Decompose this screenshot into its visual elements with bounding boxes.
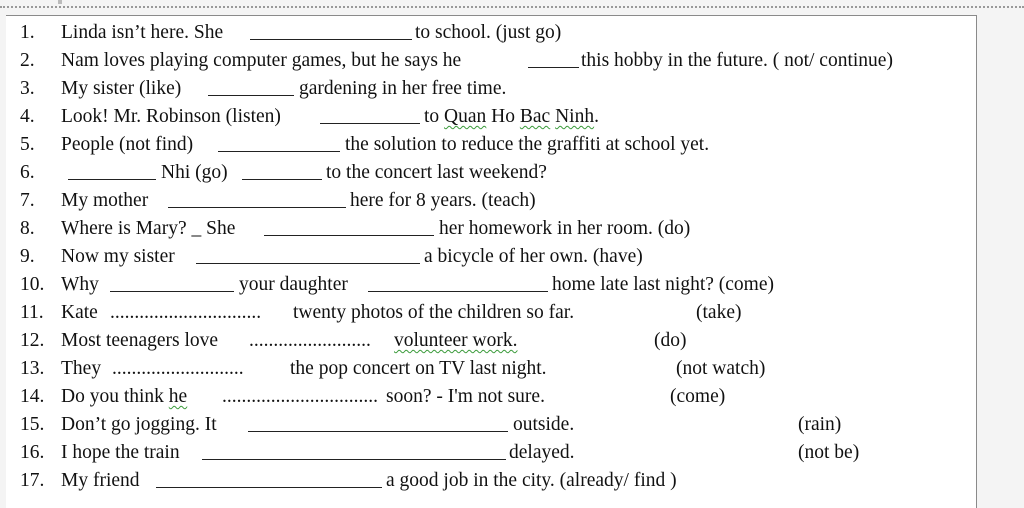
item-text: My friend xyxy=(61,470,140,491)
item-text: your daughter xyxy=(239,274,348,295)
item-number: 12. xyxy=(20,330,45,351)
item-number: 9. xyxy=(20,246,35,267)
verb-hint: (come) xyxy=(670,386,726,407)
item-text: this hobby in the future. ( not/ continue) xyxy=(581,50,893,71)
item-text: soon? - I'm not sure. xyxy=(386,386,545,407)
exercise-list xyxy=(6,19,976,495)
answer-blank[interactable] xyxy=(248,411,508,441)
verb-hint: (take) xyxy=(696,302,742,323)
item-number: 6. xyxy=(20,162,35,183)
item-text: Don’t go jogging. It xyxy=(61,414,217,435)
list-item xyxy=(6,159,976,187)
answer-dots[interactable]: ............................... xyxy=(110,302,262,323)
item-text: They xyxy=(61,358,102,379)
list-item xyxy=(6,467,976,495)
item-number: 14. xyxy=(20,386,45,407)
item-text: Most teenagers love xyxy=(61,330,219,351)
answer-dots[interactable]: ................................ xyxy=(222,386,378,407)
item-text: a good job in the city. (already/ find ) xyxy=(386,470,677,491)
item-text: Kate xyxy=(61,302,98,323)
list-item xyxy=(6,383,976,411)
item-number: 7. xyxy=(20,190,35,211)
item-text: the pop concert on TV last night. xyxy=(290,358,547,379)
item-text: home late last night? (come) xyxy=(552,274,775,295)
list-item xyxy=(6,187,976,215)
answer-blank[interactable] xyxy=(196,243,420,273)
item-text: her homework in her room. (do) xyxy=(439,218,691,239)
verb-hint: (rain) xyxy=(798,414,842,435)
item-text: delayed. xyxy=(509,442,575,463)
verb-hint: (do) xyxy=(654,330,687,351)
list-item xyxy=(6,439,976,467)
list-item xyxy=(6,19,976,47)
document-page xyxy=(6,15,977,508)
ruler-line xyxy=(0,6,1024,8)
list-item xyxy=(6,131,976,159)
item-text: My sister (like) xyxy=(61,78,182,99)
answer-dots[interactable]: ......................... xyxy=(249,330,371,351)
verb-hint: (not be) xyxy=(798,442,860,463)
list-item xyxy=(6,103,976,131)
item-text: to Quan Ho Bac Ninh. xyxy=(424,106,599,127)
answer-blank[interactable] xyxy=(202,439,506,469)
item-text: Linda isn’t here. She xyxy=(61,22,224,43)
ruler-marker xyxy=(58,0,62,4)
item-number: 17. xyxy=(20,470,45,491)
list-item xyxy=(6,75,976,103)
item-number: 11. xyxy=(20,302,44,323)
answer-blank[interactable] xyxy=(528,47,579,77)
item-number: 1. xyxy=(20,22,35,43)
list-item xyxy=(6,355,976,383)
list-item xyxy=(6,215,976,243)
item-text: Why xyxy=(61,274,99,295)
item-text: to school. (just go) xyxy=(415,22,562,43)
item-text: People (not find) xyxy=(61,134,194,155)
item-number: 15. xyxy=(20,414,45,435)
item-text: Look! Mr. Robinson (listen) xyxy=(61,106,281,127)
item-number: 5. xyxy=(20,134,35,155)
verb-hint: (not watch) xyxy=(676,358,766,379)
list-item xyxy=(6,327,976,355)
item-number: 8. xyxy=(20,218,35,239)
answer-blank[interactable] xyxy=(368,271,548,301)
answer-blank[interactable] xyxy=(242,159,322,189)
item-text: My mother xyxy=(61,190,149,211)
item-text: Nhi (go) xyxy=(161,162,228,183)
item-text: Now my sister xyxy=(61,246,175,267)
item-text: Nam loves playing computer games, but he says he xyxy=(61,50,462,71)
answer-blank[interactable] xyxy=(250,19,412,49)
list-item xyxy=(6,299,976,327)
answer-blank[interactable] xyxy=(264,215,434,245)
item-text: volunteer work. xyxy=(394,330,518,351)
answer-blank[interactable] xyxy=(110,271,234,301)
item-number: 2. xyxy=(20,50,35,71)
item-text: here for 8 years. (teach) xyxy=(350,190,536,211)
item-text: twenty photos of the children so far. xyxy=(293,302,575,323)
item-number: 10. xyxy=(20,274,45,295)
answer-blank[interactable] xyxy=(68,159,156,189)
item-text: gardening in her free time. xyxy=(299,78,507,99)
list-item xyxy=(6,243,976,271)
list-item xyxy=(6,47,976,75)
item-number: 13. xyxy=(20,358,45,379)
answer-blank[interactable] xyxy=(156,467,382,497)
item-text: outside. xyxy=(513,414,575,435)
answer-blank[interactable] xyxy=(208,75,294,105)
item-number: 3. xyxy=(20,78,35,99)
item-text: to the concert last weekend? xyxy=(326,162,547,183)
item-text: a bicycle of her own. (have) xyxy=(424,246,643,267)
item-number: 4. xyxy=(20,106,35,127)
item-number: 16. xyxy=(20,442,45,463)
ruler xyxy=(0,0,1024,9)
list-item xyxy=(6,411,976,439)
item-text: I hope the train xyxy=(61,442,180,463)
list-item xyxy=(6,271,976,299)
answer-blank[interactable] xyxy=(218,131,340,161)
answer-dots[interactable]: ........................... xyxy=(112,358,244,379)
item-text: Where is Mary? _ She xyxy=(61,218,236,239)
answer-blank[interactable] xyxy=(168,187,346,217)
answer-blank[interactable] xyxy=(320,103,420,133)
item-text: Do you think he xyxy=(61,386,188,407)
item-text: the solution to reduce the graffiti at school yet. xyxy=(345,134,710,155)
